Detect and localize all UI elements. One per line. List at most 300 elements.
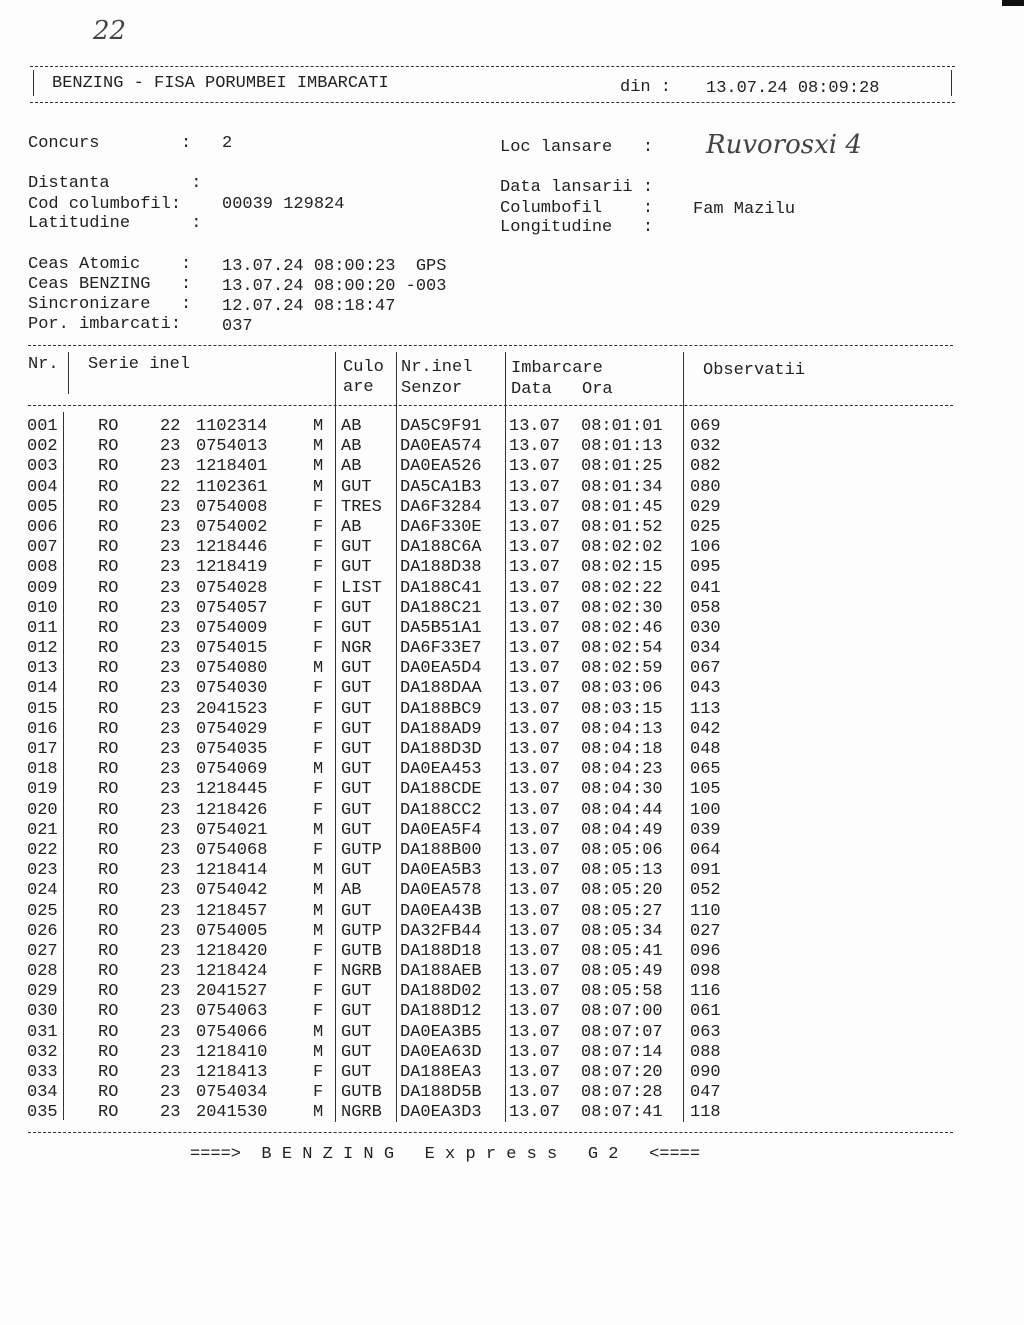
row-time: 08:02:15 — [581, 558, 663, 578]
row-color: GUTB — [341, 1083, 382, 1103]
row-year: 23 — [160, 659, 181, 679]
pigeon-table-body — [0, 418, 1024, 1125]
row-sensor-id: DA0EA63D — [400, 1042, 482, 1062]
columbofil-value: Fam Mazilu — [693, 200, 796, 219]
row-date: 13.07 — [509, 497, 561, 517]
row-year: 23 — [160, 598, 181, 618]
table-row — [0, 620, 1024, 640]
handwritten-page-number: 22 — [93, 16, 127, 46]
row-time: 08:02:02 — [581, 538, 663, 558]
row-sensor-id: DA6F330E — [400, 517, 482, 537]
row-nr: 007 — [27, 538, 58, 558]
row-color: TRES — [341, 497, 382, 517]
row-sex: F — [313, 840, 324, 860]
row-time: 08:01:34 — [581, 477, 663, 497]
row-sex: F — [313, 1002, 324, 1022]
table-row — [0, 882, 1024, 902]
longitudine-label: Longitudine : — [500, 218, 654, 237]
row-sensor-id: DA5CA1B3 — [400, 477, 482, 497]
row-time: 08:04:13 — [581, 719, 663, 739]
row-country: RO — [98, 417, 119, 436]
row-nr: 019 — [27, 780, 58, 800]
row-year: 23 — [160, 881, 181, 901]
row-country: RO — [98, 1083, 119, 1103]
row-date: 13.07 — [509, 800, 561, 820]
row-country: RO — [98, 1042, 119, 1062]
row-time: 08:03:06 — [581, 679, 663, 699]
row-year: 23 — [160, 558, 181, 578]
row-sensor-id: DA5B51A1 — [400, 618, 482, 638]
row-color: GUT — [341, 618, 372, 638]
row-year: 23 — [160, 760, 181, 780]
table-row — [0, 903, 1024, 923]
row-country: RO — [98, 982, 119, 1002]
row-observation: 082 — [690, 457, 721, 477]
row-ring-number: 0754069 — [196, 760, 268, 780]
col-culoare-header-1: Culo — [343, 358, 384, 377]
table-row — [0, 479, 1024, 499]
table-row — [0, 1104, 1024, 1124]
row-observation: 063 — [690, 1022, 721, 1042]
row-ring-number: 1218414 — [196, 861, 268, 881]
row-sensor-id: DA188CC2 — [400, 800, 482, 820]
row-country: RO — [98, 477, 119, 497]
row-sex: F — [313, 780, 324, 800]
row-date: 13.07 — [509, 558, 561, 578]
col-data-header: Data — [511, 380, 552, 399]
table-row — [0, 983, 1024, 1003]
row-date: 13.07 — [509, 921, 561, 941]
table-row — [0, 1064, 1024, 1084]
row-ring-number: 0754009 — [196, 618, 268, 638]
row-ring-number: 0754002 — [196, 517, 268, 537]
row-ring-number: 0754063 — [196, 1002, 268, 1022]
row-year: 23 — [160, 517, 181, 537]
row-sex: M — [313, 1022, 324, 1042]
row-country: RO — [98, 699, 119, 719]
col-nrinel-header-1: Nr.inel — [401, 358, 473, 377]
table-row — [0, 842, 1024, 862]
row-country: RO — [98, 1022, 119, 1042]
row-sensor-id: DA0EA526 — [400, 457, 482, 477]
row-sex: M — [313, 1103, 324, 1123]
row-sex: M — [313, 659, 324, 679]
row-color: AB — [341, 881, 362, 901]
row-observation: 029 — [690, 497, 721, 517]
row-date: 13.07 — [509, 437, 561, 457]
table-row — [0, 943, 1024, 963]
table-row — [0, 539, 1024, 559]
header-top-rule — [30, 66, 955, 67]
row-nr: 027 — [27, 941, 58, 961]
row-country: RO — [98, 1103, 119, 1123]
row-year: 23 — [160, 1022, 181, 1042]
table-row — [0, 1024, 1024, 1044]
row-country: RO — [98, 941, 119, 961]
row-observation: 058 — [690, 598, 721, 618]
table-row — [0, 721, 1024, 741]
row-ring-number: 1218426 — [196, 800, 268, 820]
row-ring-number: 0754015 — [196, 639, 268, 659]
row-color: GUT — [341, 760, 372, 780]
row-sensor-id: DA188D38 — [400, 558, 482, 578]
row-country: RO — [98, 760, 119, 780]
row-year: 23 — [160, 840, 181, 860]
row-year: 23 — [160, 719, 181, 739]
benzing-footer: ====> B E N Z I N G E x p r e s s G 2 <==== — [190, 1145, 701, 1164]
row-sensor-id: DA0EA5D4 — [400, 659, 482, 679]
row-observation: 118 — [690, 1103, 721, 1123]
row-ring-number: 2041527 — [196, 982, 268, 1002]
row-country: RO — [98, 538, 119, 558]
row-country: RO — [98, 659, 119, 679]
row-date: 13.07 — [509, 820, 561, 840]
row-country: RO — [98, 497, 119, 517]
row-sex: F — [313, 679, 324, 699]
row-year: 23 — [160, 780, 181, 800]
table-row — [0, 499, 1024, 519]
table-row — [0, 701, 1024, 721]
row-date: 13.07 — [509, 578, 561, 598]
col-ora-header: Ora — [582, 380, 613, 399]
row-time: 08:05:34 — [581, 921, 663, 941]
col-serie-header: Serie inel — [88, 355, 191, 374]
row-observation: 110 — [690, 901, 721, 921]
row-year: 23 — [160, 457, 181, 477]
row-sensor-id: DA188AEB — [400, 962, 482, 982]
row-observation: 098 — [690, 962, 721, 982]
table-top-rule — [28, 345, 953, 346]
row-time: 08:05:58 — [581, 982, 663, 1002]
row-sensor-id: DA0EA5F4 — [400, 820, 482, 840]
row-ring-number: 0754034 — [196, 1083, 268, 1103]
row-nr: 001 — [27, 417, 58, 436]
row-nr: 005 — [27, 497, 58, 517]
col-nr-header: Nr. — [28, 355, 59, 374]
row-time: 08:01:01 — [581, 417, 663, 436]
row-observation: 039 — [690, 820, 721, 840]
row-date: 13.07 — [509, 659, 561, 679]
row-nr: 035 — [27, 1103, 58, 1123]
col-divider-nr-head — [68, 352, 69, 394]
ceas-benzing-value: 13.07.24 08:00:20 -003 — [222, 277, 447, 296]
row-year: 23 — [160, 699, 181, 719]
row-observation: 090 — [690, 1063, 721, 1082]
row-time: 08:02:46 — [581, 618, 663, 638]
row-year: 23 — [160, 962, 181, 982]
row-sensor-id: DA188D18 — [400, 941, 482, 961]
sincronizare-label: Sincronizare : — [28, 295, 192, 314]
row-date: 13.07 — [509, 1063, 561, 1082]
row-time: 08:07:41 — [581, 1103, 663, 1123]
row-country: RO — [98, 457, 119, 477]
row-sensor-id: DA188C6A — [400, 538, 482, 558]
ceas-atomic-value: 13.07.24 08:00:23 GPS — [222, 257, 447, 276]
ceas-atomic-label: Ceas Atomic : — [28, 255, 192, 274]
row-date: 13.07 — [509, 760, 561, 780]
row-sex: M — [313, 1042, 324, 1062]
row-sex: F — [313, 598, 324, 618]
table-row — [0, 1003, 1024, 1023]
row-year: 23 — [160, 538, 181, 558]
row-ring-number: 2041530 — [196, 1103, 268, 1123]
row-color: GUT — [341, 740, 372, 759]
row-nr: 012 — [27, 639, 58, 659]
row-date: 13.07 — [509, 598, 561, 618]
row-ring-number: 1218424 — [196, 962, 268, 982]
row-date: 13.07 — [509, 719, 561, 739]
row-sensor-id: DA6F3284 — [400, 497, 482, 517]
row-sensor-id: DA188B00 — [400, 840, 482, 860]
row-country: RO — [98, 719, 119, 739]
row-year: 23 — [160, 901, 181, 921]
row-ring-number: 1218419 — [196, 558, 268, 578]
row-country: RO — [98, 679, 119, 699]
row-sex: F — [313, 558, 324, 578]
row-sensor-id: DA0EA453 — [400, 760, 482, 780]
row-date: 13.07 — [509, 962, 561, 982]
row-observation: 052 — [690, 881, 721, 901]
row-country: RO — [98, 881, 119, 901]
row-country: RO — [98, 780, 119, 800]
concurs-value: 2 — [222, 134, 233, 153]
columbofil-label: Columbofil : — [500, 199, 654, 218]
row-color: GUT — [341, 699, 372, 719]
row-nr: 032 — [27, 1042, 58, 1062]
row-observation: 034 — [690, 639, 721, 659]
row-sensor-id: DA0EA43B — [400, 901, 482, 921]
row-nr: 026 — [27, 921, 58, 941]
row-date: 13.07 — [509, 517, 561, 537]
row-observation: 025 — [690, 517, 721, 537]
row-nr: 002 — [27, 437, 58, 457]
table-row — [0, 559, 1024, 579]
row-country: RO — [98, 840, 119, 860]
row-country: RO — [98, 437, 119, 457]
row-observation: 065 — [690, 760, 721, 780]
date-label: din : — [620, 78, 672, 97]
row-year: 23 — [160, 437, 181, 457]
table-row — [0, 963, 1024, 983]
row-sensor-id: DA6F33E7 — [400, 639, 482, 659]
row-date: 13.07 — [509, 477, 561, 497]
row-sensor-id: DA188D5B — [400, 1083, 482, 1103]
row-observation: 080 — [690, 477, 721, 497]
row-nr: 003 — [27, 457, 58, 477]
row-sensor-id: DA188D02 — [400, 982, 482, 1002]
row-country: RO — [98, 820, 119, 840]
row-nr: 014 — [27, 679, 58, 699]
row-ring-number: 2041523 — [196, 699, 268, 719]
table-row — [0, 923, 1024, 943]
row-sensor-id: DA0EA3D3 — [400, 1103, 482, 1123]
row-ring-number: 0754057 — [196, 598, 268, 618]
loc-lansare-label: Loc lansare : — [500, 138, 654, 157]
row-nr: 034 — [27, 1083, 58, 1103]
row-sex: M — [313, 457, 324, 477]
row-country: RO — [98, 578, 119, 598]
table-row — [0, 862, 1024, 882]
row-time: 08:02:59 — [581, 659, 663, 679]
row-color: GUT — [341, 780, 372, 800]
cod-columbofil-value: 00039 129824 — [222, 195, 345, 214]
row-nr: 031 — [27, 1022, 58, 1042]
table-row — [0, 640, 1024, 660]
row-sensor-id: DA0EA578 — [400, 881, 482, 901]
row-nr: 011 — [27, 618, 58, 638]
row-color: GUT — [341, 679, 372, 699]
row-ring-number: 1218420 — [196, 941, 268, 961]
row-year: 23 — [160, 921, 181, 941]
row-ring-number: 0754029 — [196, 719, 268, 739]
row-color: NGRB — [341, 962, 382, 982]
table-row — [0, 600, 1024, 620]
table-bottom-rule — [28, 1132, 953, 1133]
row-year: 22 — [160, 417, 181, 436]
row-color: AB — [341, 437, 362, 457]
table-row — [0, 761, 1024, 781]
row-color: GUT — [341, 659, 372, 679]
row-ring-number: 1102314 — [196, 417, 268, 436]
row-sensor-id: DA188CDE — [400, 780, 482, 800]
table-row — [0, 580, 1024, 600]
porumbei-imbarcati-label: Por. imbarcati: — [28, 315, 182, 334]
row-nr: 006 — [27, 517, 58, 537]
row-sex: M — [313, 861, 324, 881]
row-nr: 025 — [27, 901, 58, 921]
latitudine-label: Latitudine : — [28, 214, 202, 233]
row-time: 08:04:49 — [581, 820, 663, 840]
row-sex: F — [313, 578, 324, 598]
row-nr: 017 — [27, 740, 58, 759]
row-time: 08:04:23 — [581, 760, 663, 780]
row-time: 08:01:45 — [581, 497, 663, 517]
row-time: 08:02:22 — [581, 578, 663, 598]
row-time: 08:05:41 — [581, 941, 663, 961]
row-date: 13.07 — [509, 982, 561, 1002]
row-ring-number: 0754013 — [196, 437, 268, 457]
row-date: 13.07 — [509, 780, 561, 800]
row-sensor-id: DA188DAA — [400, 679, 482, 699]
row-color: GUT — [341, 1063, 372, 1082]
table-row — [0, 1084, 1024, 1104]
row-time: 08:01:52 — [581, 517, 663, 537]
table-row — [0, 660, 1024, 680]
row-date: 13.07 — [509, 1022, 561, 1042]
row-observation: 106 — [690, 538, 721, 558]
row-nr: 010 — [27, 598, 58, 618]
row-date: 13.07 — [509, 417, 561, 436]
row-year: 23 — [160, 1083, 181, 1103]
row-observation: 042 — [690, 719, 721, 739]
row-nr: 023 — [27, 861, 58, 881]
row-color: AB — [341, 457, 362, 477]
row-color: GUT — [341, 1002, 372, 1022]
row-nr: 021 — [27, 820, 58, 840]
row-observation: 032 — [690, 437, 721, 457]
row-nr: 033 — [27, 1063, 58, 1082]
row-sex: F — [313, 962, 324, 982]
row-time: 08:04:30 — [581, 780, 663, 800]
row-color: NGR — [341, 639, 372, 659]
row-color: GUTP — [341, 921, 382, 941]
row-date: 13.07 — [509, 861, 561, 881]
row-observation: 069 — [690, 417, 721, 436]
row-observation: 095 — [690, 558, 721, 578]
row-observation: 088 — [690, 1042, 721, 1062]
row-ring-number: 0754035 — [196, 740, 268, 759]
row-color: GUT — [341, 558, 372, 578]
row-date: 13.07 — [509, 639, 561, 659]
row-color: GUT — [341, 1042, 372, 1062]
row-country: RO — [98, 1063, 119, 1082]
row-date: 13.07 — [509, 1042, 561, 1062]
table-header-rule — [28, 405, 953, 406]
row-date: 13.07 — [509, 457, 561, 477]
row-country: RO — [98, 639, 119, 659]
row-color: GUTP — [341, 840, 382, 860]
row-sex: F — [313, 941, 324, 961]
table-row — [0, 1044, 1024, 1064]
table-row — [0, 418, 1024, 438]
row-year: 23 — [160, 1103, 181, 1123]
row-year: 22 — [160, 477, 181, 497]
row-ring-number: 0754005 — [196, 921, 268, 941]
row-sex: M — [313, 437, 324, 457]
loc-lansare-handwritten: Ruvorosxi 4 — [706, 130, 862, 160]
table-row — [0, 822, 1024, 842]
print-date: 13.07.24 08:09:28 — [706, 79, 880, 98]
row-observation: 030 — [690, 618, 721, 638]
row-color: GUT — [341, 719, 372, 739]
row-sensor-id: DA188BC9 — [400, 699, 482, 719]
row-ring-number: 0754021 — [196, 820, 268, 840]
row-sex: M — [313, 760, 324, 780]
row-year: 23 — [160, 941, 181, 961]
row-sensor-id: DA188EA3 — [400, 1063, 482, 1082]
row-color: GUT — [341, 477, 372, 497]
row-country: RO — [98, 517, 119, 537]
row-sex: M — [313, 881, 324, 901]
table-row — [0, 781, 1024, 801]
row-observation: 061 — [690, 1002, 721, 1022]
row-country: RO — [98, 901, 119, 921]
row-nr: 013 — [27, 659, 58, 679]
header-right-border — [951, 70, 952, 96]
row-sex: M — [313, 477, 324, 497]
row-sensor-id: DA188AD9 — [400, 719, 482, 739]
table-row — [0, 438, 1024, 458]
row-year: 23 — [160, 497, 181, 517]
row-observation: 113 — [690, 699, 721, 719]
row-nr: 022 — [27, 840, 58, 860]
row-color: GUT — [341, 538, 372, 558]
document-title: BENZING - FISA PORUMBEI IMBARCATI — [52, 74, 389, 93]
row-sex: F — [313, 800, 324, 820]
row-country: RO — [98, 861, 119, 881]
col-observatii-header: Observatii — [703, 361, 806, 380]
row-date: 13.07 — [509, 1002, 561, 1022]
table-row — [0, 741, 1024, 761]
row-observation: 105 — [690, 780, 721, 800]
row-color: GUT — [341, 901, 372, 921]
row-sex: M — [313, 820, 324, 840]
row-country: RO — [98, 598, 119, 618]
row-date: 13.07 — [509, 618, 561, 638]
row-country: RO — [98, 1002, 119, 1022]
row-ring-number: 0754008 — [196, 497, 268, 517]
row-nr: 018 — [27, 760, 58, 780]
